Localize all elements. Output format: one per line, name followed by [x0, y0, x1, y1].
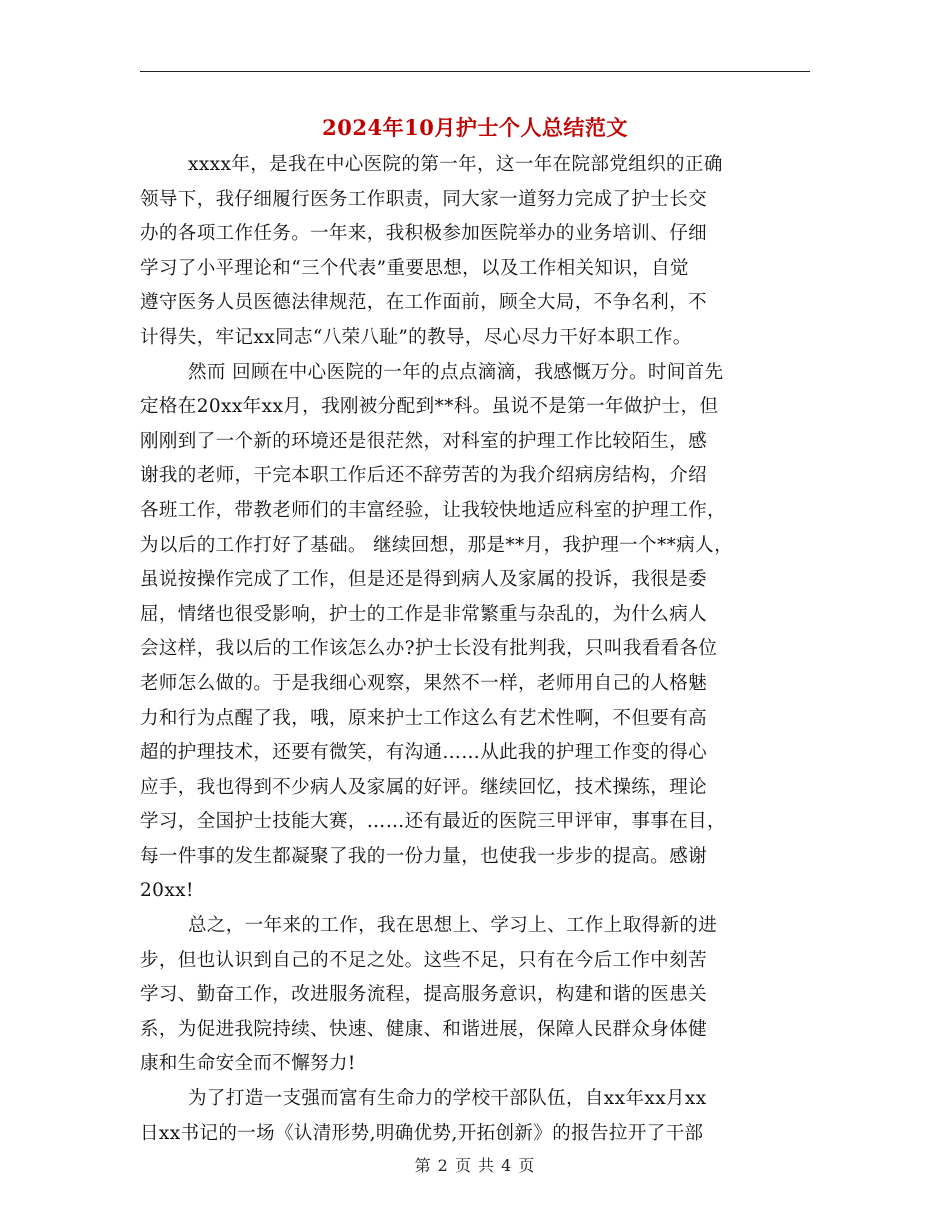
body-line: 学习，全国护士技能大赛，……还有最近的医院三甲评审，事事在目，: [140, 811, 726, 833]
document-title: 2024年10月护士个人总结范文: [322, 115, 628, 140]
body-line: 刚刚到了一个新的环境还是很茫然，对科室的护理工作比较陌生，感: [140, 430, 708, 452]
body-line: 计得失，牢记xx同志“八荣八耻”的教导，尽心尽力干好本职工作。: [140, 326, 692, 348]
body-line: 力和行为点醒了我，哦，原来护士工作这么有艺术性啊，不但要有高: [140, 707, 708, 729]
document-body: [140, 148, 812, 1151]
body-line: 然而 回顾在中心医院的一年的点点滴滴，我感慨万分。时间首先: [188, 361, 724, 383]
body-line: 20xx!: [140, 880, 194, 902]
body-line: 超的护理技术，还要有微笑，有沟通……从此我的护理工作变的得心: [140, 742, 708, 764]
body-line: 每一件事的发生都凝聚了我的一份力量，也使我一步步的提高。感谢: [140, 845, 708, 867]
body-line: 遵守医务人员医德法律规范，在工作面前，顾全大局，不争名利，不: [140, 292, 708, 314]
body-line: 定格在20xx年xx月，我刚被分配到**科。虽说不是第一年做护士，但: [140, 396, 719, 418]
body-line: 步，但也认识到自己的不足之处。这些不足，只有在今后工作中刻苦: [140, 949, 708, 971]
body-line: 屈，情绪也很受影响，护士的工作是非常繁重与杂乱的，为什么病人: [140, 603, 708, 625]
body-line: 办的各项工作任务。一年来，我积极参加医院举办的业务培训、仔细: [140, 223, 708, 245]
body-line: 系，为促进我院持续、快速、健康、和谐进展，保障人民群众身体健: [140, 1018, 708, 1040]
body-line: 总之，一年来的工作，我在思想上、学习上、工作上取得新的进: [188, 915, 718, 937]
body-line: 学习、勤奋工作，改进服务流程，提高服务意识，构建和谐的医患关: [140, 984, 708, 1006]
body-line: 谢我的老师，干完本职工作后还不辞劳苦的为我介绍病房结构，介绍: [140, 465, 708, 487]
header-rule: [140, 71, 810, 72]
body-line: 为以后的工作打好了基础。 继续回想，那是**月，我护理一个**病人，: [140, 534, 733, 556]
body-line: 老师怎么做的。于是我细心观察，果然不一样，老师用自己的人格魅: [140, 672, 708, 694]
body-line: 领导下，我仔细履行医务工作职责，同大家一道努力完成了护士长交: [140, 188, 708, 210]
body-line: 会这样，我以后的工作该怎么办?护士长没有批判我，只叫我看看各位: [140, 638, 718, 660]
page-footer: 第 2 页 共 4 页: [414, 1156, 536, 1175]
body-line: xxxx年，是我在中心医院的第一年，这一年在院部党组织的正确: [188, 154, 723, 175]
body-line: 为了打造一支强而富有生命力的学校干部队伍，自xx年xx月xx: [188, 1088, 707, 1110]
body-line: 应手，我也得到不少病人及家属的好评。继续回忆，技术操练，理论: [140, 776, 708, 798]
body-line: 各班工作，带教老师们的丰富经验，让我较快地适应科室的护理工作，: [140, 499, 726, 521]
body-line: 虽说按操作完成了工作，但是还是得到病人及家属的投诉，我很是委: [140, 569, 708, 591]
body-line: 学习了小平理论和“三个代表”重要思想，以及工作相关知识，自觉: [140, 257, 689, 279]
body-line: 康和生命安全而不懈努力!: [140, 1053, 356, 1075]
body-line: 日xx书记的一场《认清形势,明确优势,开拓创新》的报告拉开了干部: [140, 1122, 704, 1144]
